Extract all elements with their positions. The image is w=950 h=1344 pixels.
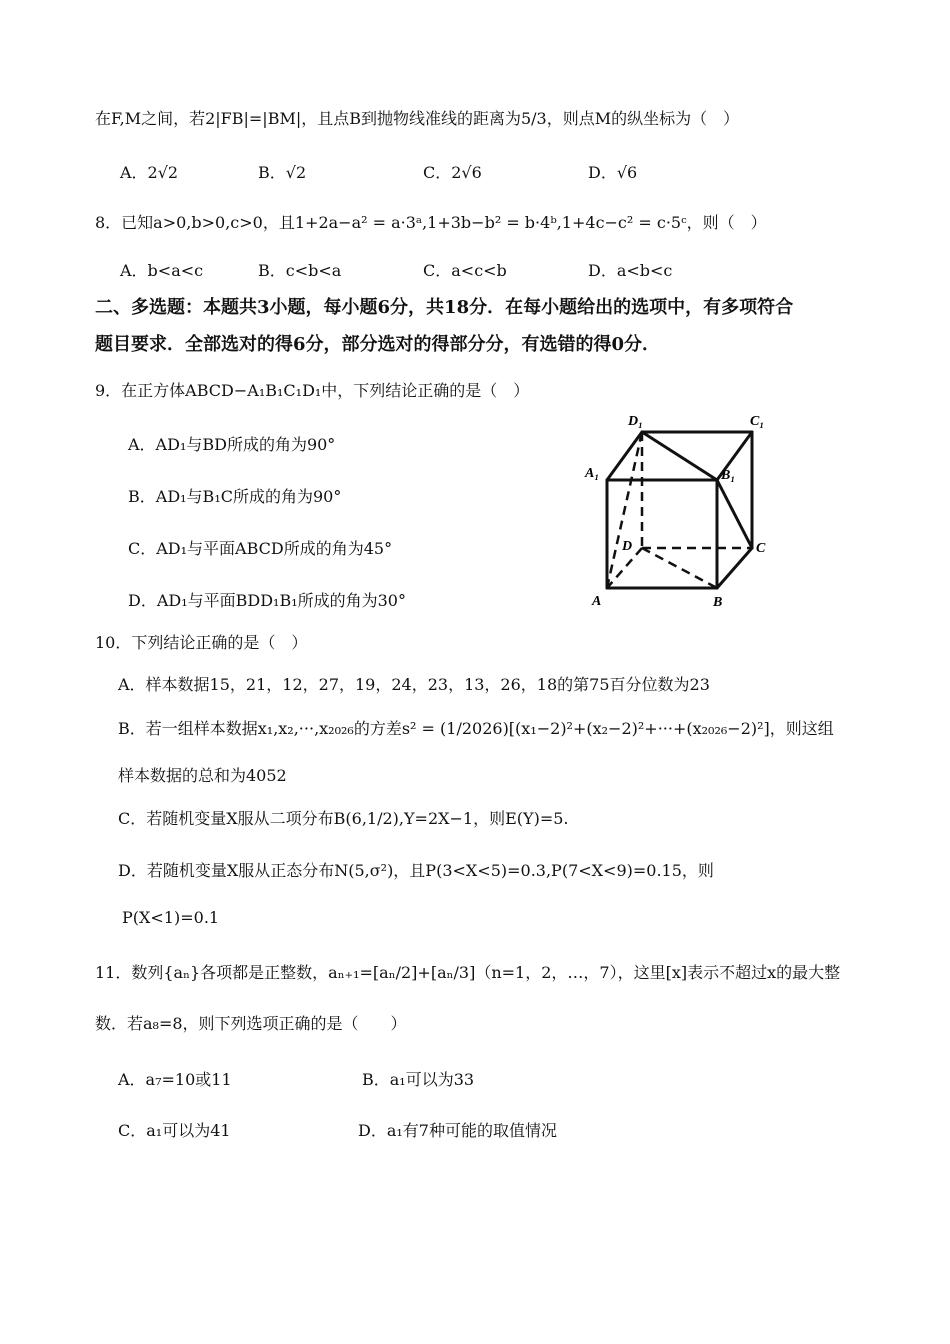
- q9-stem: 9．在正方体ABCD−A₁B₁C₁D₁中，下列结论正确的是（ ）: [95, 381, 530, 400]
- label-a: A: [592, 594, 602, 609]
- q7-option-a: A．2√2: [120, 163, 179, 182]
- q8-option-c: C．a<c<b: [423, 261, 507, 280]
- segment-db-hidden: [642, 548, 717, 588]
- q8-option-d: D．a<b<c: [588, 261, 673, 280]
- q9-option-c: C．AD₁与平面ABCD所成的角为45°: [128, 539, 393, 558]
- label-b: B: [713, 595, 723, 610]
- q9-option-b: B．AD₁与B₁C所成的角为90°: [128, 487, 342, 506]
- q11-option-b: B．a₁可以为33: [362, 1070, 475, 1089]
- section-heading-line1: 二、多选题：本题共3小题，每小题6分，共18分．在每小题给出的选项中，有多项符合: [95, 297, 794, 318]
- label-b1: B₁: [721, 468, 736, 483]
- q10-stem: 10．下列结论正确的是（ ）: [95, 633, 308, 652]
- label-c: C: [756, 541, 766, 556]
- q10-option-b-line1: B．若一组样本数据x₁,x₂,···,x₂₀₂₆的方差s² = (1/2026)[(x₁−2)²+(x₂−2)²+···+(x₂₀₂₆−2)²]，则这组: [118, 719, 834, 738]
- q10-option-c: C．若随机变量X服从二项分布B(6,1/2),Y=2X−1，则E(Y)=5.: [118, 809, 569, 828]
- q11-stem-line1: 11．数列{aₙ}各项都是正整数，aₙ₊₁=[aₙ/2]+[aₙ/3]（n=1，2，…，7），这里[x]表示不超过x的最大整: [95, 963, 841, 982]
- q10-option-d-line2: P(X<1)=0.1: [122, 908, 220, 927]
- q7-option-b: B．√2: [258, 163, 307, 182]
- q11-option-a: A．a₇=10或11: [118, 1070, 232, 1089]
- q9-option-a: A．AD₁与BD所成的角为90°: [128, 435, 336, 454]
- q11-option-c: C．a₁可以为41: [118, 1121, 231, 1140]
- q10-option-b-line2: 样本数据的总和为4052: [118, 766, 287, 785]
- q7-stem: 在F,M之间，若2|FB|=|BM|，且点B到抛物线准线的距离为5/3，则点M的纵坐标为（ ）: [95, 109, 740, 128]
- label-c1: C₁: [750, 414, 765, 429]
- segment-b1c: [717, 480, 752, 548]
- q9-option-d: D．AD₁与平面BDD₁B₁所成的角为30°: [128, 591, 406, 610]
- section-heading-line2: 题目要求．全部选对的得6分，部分选对的得部分分，有选错的得0分．: [95, 334, 661, 355]
- label-d1: D₁: [628, 414, 643, 429]
- q10-option-d-line1: D．若随机变量X服从正态分布N(5,σ²)，且P(3<X<5)=0.3,P(7<X<9)=0.15，则: [118, 861, 714, 880]
- q11-option-d: D．a₁有7种可能的取值情况: [358, 1121, 557, 1140]
- q8-stem: 8．已知a>0,b>0,c>0，且1+2a−a² = a·3ᵃ,1+3b−b² = b·4ᵇ,1+4c−c² = c·5ᶜ，则（ ）: [95, 213, 767, 232]
- label-a1: A₁: [585, 466, 600, 481]
- q7-option-c: C．2√6: [423, 163, 482, 182]
- segment-d1b1: [642, 432, 717, 480]
- q8-option-a: A．b<a<c: [120, 261, 204, 280]
- q8-option-b: B．c<b<a: [258, 261, 342, 280]
- q7-option-d: D．√6: [588, 163, 638, 182]
- edge-bc: [717, 548, 752, 588]
- q10-option-a: A．样本数据15，21，12，27，19，24，23，13，26，18的第75百分位数为23: [118, 675, 710, 694]
- q11-stem-line2: 数．若a₈=8，则下列选项正确的是（ ）: [95, 1014, 407, 1033]
- label-d: D: [622, 539, 633, 554]
- cube-figure: [570, 405, 780, 615]
